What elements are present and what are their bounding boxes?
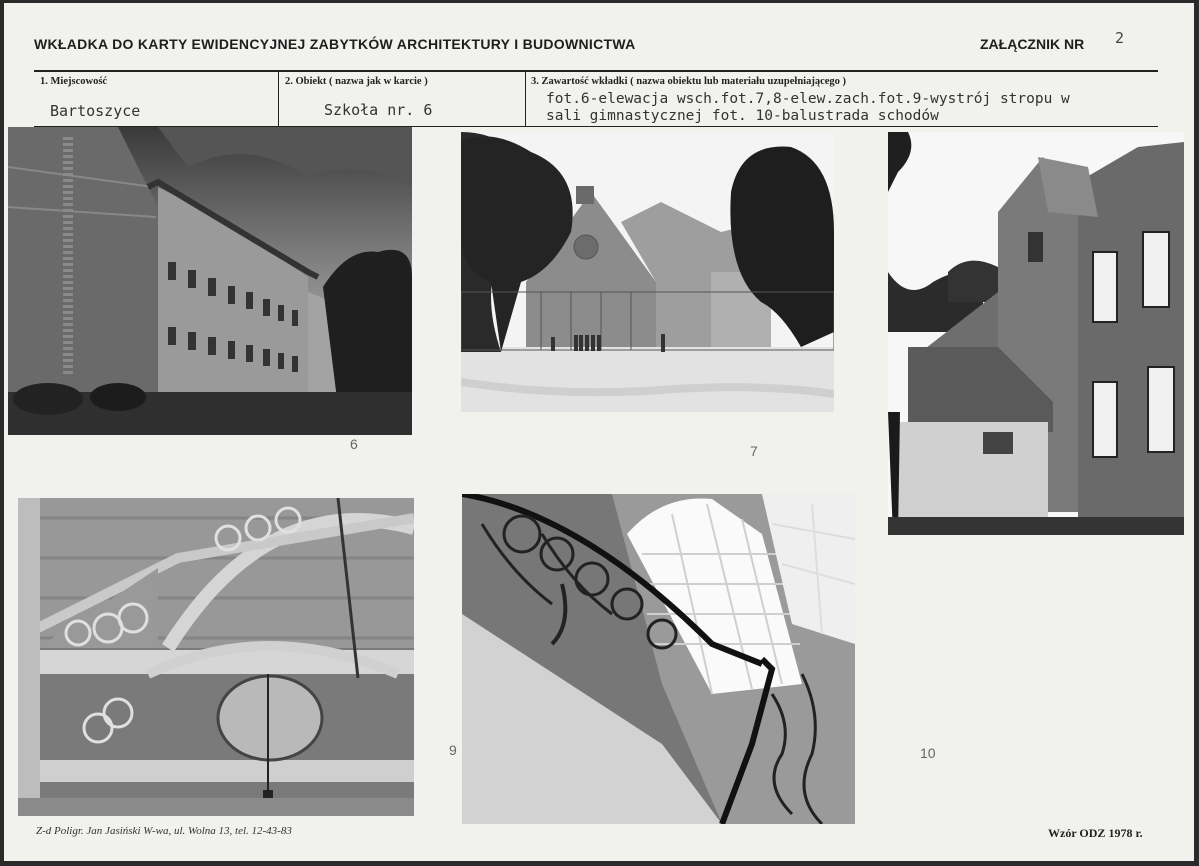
attachment-number: 2 — [1115, 29, 1125, 47]
card-title: WKŁADKA DO KARTY EWIDENCYJNEJ ZABYTKÓW ARCHITEKTURY I BUDOWNICTWA — [34, 36, 636, 52]
field-divider-1 — [278, 71, 279, 127]
object-label: 2. Obiekt ( nazwa jak w karcie ) — [285, 76, 428, 87]
contents-label: 3. Zawartość wkładki ( nazwa obiektu lub materiału uzupełniającego ) — [531, 76, 847, 87]
photo-10-number: 10 — [920, 745, 936, 761]
object-value: Szkoła nr. 6 — [324, 101, 433, 119]
photo-7-west-elevation — [461, 132, 834, 412]
printer-imprint: Z-d Poligr. Jan Jasiński W-wa, ul. Wolna 13, tel. 12-43-83 — [36, 825, 292, 837]
locality-label: 1. Miejscowość — [40, 76, 108, 87]
contents-line-1: fot.6-elewacja wsch.fot.7,8-elew.zach.fot.9-wystrój stropu w — [546, 91, 1070, 107]
attachment-label: ZAŁĄCZNIK NR — [980, 36, 1085, 52]
photo-8-west-elevation — [888, 132, 1184, 535]
photo-7-number: 7 — [750, 443, 758, 459]
header-rule-top — [34, 70, 1158, 72]
photo-10-staircase-balustrade — [462, 494, 855, 824]
photo-9-number: 9 — [449, 742, 457, 758]
field-divider-2 — [525, 71, 526, 127]
form-model: Wzór ODZ 1978 r. — [1048, 826, 1143, 840]
photo-9-gym-ceiling — [18, 498, 414, 816]
photo-6-east-elevation — [8, 127, 412, 435]
photo-6-number: 6 — [350, 436, 358, 452]
locality-value: Bartoszyce — [50, 102, 141, 120]
contents-line-2: sali gimnastycznej fot. 10-balustrada schodów — [546, 108, 939, 124]
